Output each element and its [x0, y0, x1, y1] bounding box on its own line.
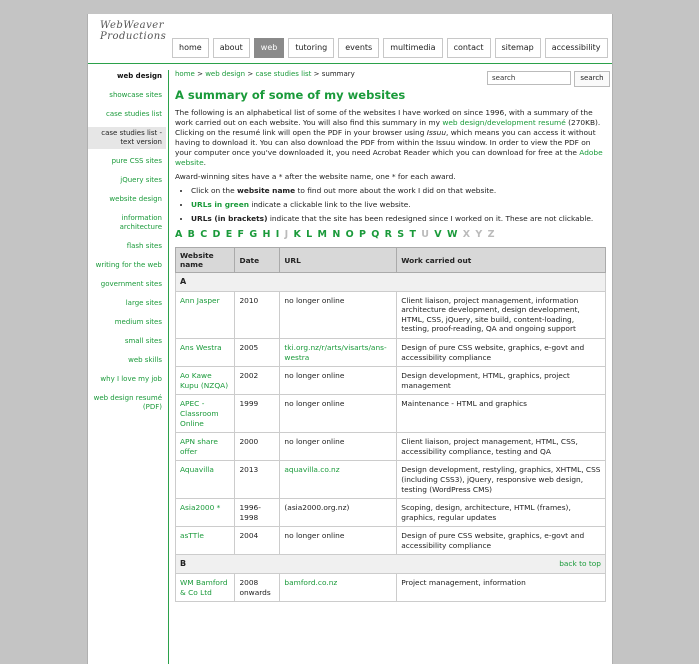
- table-row: [176, 433, 606, 461]
- sidebar-item[interactable]: writing for the web: [95, 261, 162, 269]
- nav-multimedia[interactable]: multimedia: [383, 38, 442, 58]
- nav-about[interactable]: about: [213, 38, 250, 58]
- sidebar-item[interactable]: web design resumé (PDF): [93, 394, 162, 411]
- site-url: no longer online: [280, 291, 397, 338]
- site-url[interactable]: aquavilla.co.nz: [280, 461, 397, 499]
- breadcrumb: home > web design > case studies list > summary: [175, 70, 355, 78]
- site-date: 1996-1998: [235, 499, 280, 527]
- nav-accessibility[interactable]: accessibility: [545, 38, 608, 58]
- alphabet-letter-f[interactable]: F: [237, 229, 246, 240]
- alphabet-letter-o[interactable]: O: [345, 229, 355, 240]
- alphabet-letter-x: X: [462, 229, 472, 240]
- site-name-link[interactable]: Aquavilla: [176, 461, 235, 499]
- page: [87, 14, 613, 664]
- breadcrumb-web-design[interactable]: web design: [205, 70, 246, 78]
- intro-paragraph: The following is an alphabetical list of some of the websites I have worked on since 1996, with a summary of the work carried out on each website. You will also find this summary in my web design/development resumé (270KB). Clicking on the resumé link will open the PDF in your browser using Issuu, which means you can access it without having to download it. You can also download the PDF from within the Issuu window. In order to view the PDF on your computer once you've downloaded it, you need Acrobat Reader which you can download for free at the Adobe website.: [175, 108, 603, 167]
- logo[interactable]: WebWeaver Productions: [100, 20, 167, 42]
- alphabet-letter-d[interactable]: D: [212, 229, 222, 240]
- sidebar-item[interactable]: web skills: [128, 356, 162, 364]
- alphabet-letter-z: Z: [487, 229, 496, 240]
- sidebar-item[interactable]: showcase sites: [109, 91, 162, 99]
- site-url: (asia2000.org.nz): [280, 499, 397, 527]
- alphabet-letter-e[interactable]: E: [225, 229, 234, 240]
- sidebar-item[interactable]: medium sites: [114, 318, 162, 326]
- table-section: A: [176, 273, 606, 292]
- nav-events[interactable]: events: [338, 38, 379, 58]
- alphabet-letter-l[interactable]: L: [306, 229, 314, 240]
- sidebar-item[interactable]: flash sites: [126, 242, 162, 250]
- site-name-link[interactable]: WM Bamford & Co Ltd: [176, 574, 235, 602]
- instructions-list: [191, 186, 607, 223]
- alphabet-letter-p[interactable]: P: [358, 229, 367, 240]
- sidebar-item[interactable]: government sites: [100, 280, 162, 288]
- main-content: [175, 70, 607, 602]
- table-row: [176, 395, 606, 433]
- instruction-item: • Click on the website name to find out more about the work I did on that website.: [191, 186, 607, 195]
- alphabet-letter-r[interactable]: R: [384, 229, 393, 240]
- table-section: B back to top: [176, 555, 606, 574]
- alphabet-letter-c[interactable]: C: [200, 229, 209, 240]
- site-work: Client liaison, project management, HTML, CSS, accessibility compliance, testing and QA: [397, 433, 606, 461]
- alphabet-letter-j: J: [284, 229, 290, 240]
- column-header: URL: [280, 248, 397, 273]
- alphabet-letter-s[interactable]: S: [397, 229, 406, 240]
- site-name-link[interactable]: Ao Kawe Kupu (NZQA): [176, 367, 235, 395]
- alphabet-letter-h[interactable]: H: [262, 229, 272, 240]
- site-work: Design of pure CSS website, graphics, e-govt and accessibility compliance: [397, 527, 606, 555]
- alphabet-letter-b[interactable]: B: [187, 229, 196, 240]
- site-date: 2004: [235, 527, 280, 555]
- site-url: no longer online: [280, 367, 397, 395]
- breadcrumb-home[interactable]: home: [175, 70, 195, 78]
- site-url: no longer online: [280, 395, 397, 433]
- alphabet-letter-i[interactable]: I: [275, 229, 281, 240]
- site-name-link[interactable]: asTTle: [176, 527, 235, 555]
- site-date: 1999: [235, 395, 280, 433]
- sidebar-item[interactable]: large sites: [125, 299, 162, 307]
- alphabet-letter-u: U: [421, 229, 430, 240]
- alphabet-letter-m[interactable]: M: [317, 229, 328, 240]
- alphabet-letter-q[interactable]: Q: [371, 229, 381, 240]
- site-date: 2008 onwards: [235, 574, 280, 602]
- resume-link[interactable]: web design/development resumé: [442, 118, 566, 127]
- sidebar-item[interactable]: jQuery sites: [120, 176, 162, 184]
- instruction-item: • URLs (in brackets) indicate that the site has been redesigned since I worked on it. These are not clickable.: [191, 214, 607, 223]
- site-work: Client liaison, project management, information architecture development, design development, HTML, CSS, jQuery, site build, content-loading, testing, proof-reading, QA and ongoing support: [397, 291, 606, 338]
- site-date: 2002: [235, 367, 280, 395]
- header-divider: [88, 63, 612, 64]
- table-row: [176, 499, 606, 527]
- nav-web[interactable]: web: [254, 38, 285, 58]
- sites-table: [175, 247, 606, 602]
- sidebar-item[interactable]: case studies list: [106, 110, 162, 118]
- adobe-link[interactable]: Adobe website: [175, 148, 603, 167]
- site-url: no longer online: [280, 527, 397, 555]
- instruction-item: • URLs in green indicate a clickable link to the live website.: [191, 200, 607, 209]
- column-header: Work carried out: [397, 248, 606, 273]
- site-url: no longer online: [280, 433, 397, 461]
- table-row: [176, 574, 606, 602]
- site-work: Project management, information: [397, 574, 606, 602]
- site-name-link[interactable]: Asia2000 *: [176, 499, 235, 527]
- back-to-top-link[interactable]: back to top: [559, 559, 601, 569]
- sidebar-item[interactable]: why I love my job: [100, 375, 162, 383]
- sidebar-item[interactable]: website design: [109, 195, 162, 203]
- nav-home[interactable]: home: [172, 38, 209, 58]
- site-work: Scoping, design, architecture, HTML (frames), graphics, regular updates: [397, 499, 606, 527]
- breadcrumb-case-studies[interactable]: case studies list: [255, 70, 312, 78]
- site-date: 2005: [235, 338, 280, 366]
- sidebar-divider: [168, 70, 169, 664]
- site-work: Design of pure CSS website, graphics, e-govt and accessibility compliance: [397, 338, 606, 366]
- sidebar-item[interactable]: case studies list - text version: [88, 127, 166, 149]
- site-work: Design development, HTML, graphics, project management: [397, 367, 606, 395]
- site-date: 2000: [235, 433, 280, 461]
- alphabet-letter-a[interactable]: A: [175, 229, 184, 240]
- site-name-link[interactable]: Ann Jasper: [176, 291, 235, 338]
- page-title: A summary of some of my websites: [175, 88, 406, 102]
- sidebar: [88, 70, 166, 420]
- table-row: [176, 291, 606, 338]
- table-row: [176, 367, 606, 395]
- column-header: Website name: [176, 248, 235, 273]
- search-input[interactable]: search: [487, 71, 571, 85]
- site-url[interactable]: bamford.co.nz: [280, 574, 397, 602]
- alphabet-letter-n[interactable]: N: [332, 229, 342, 240]
- breadcrumb-current: summary: [321, 70, 355, 78]
- nav-contact[interactable]: contact: [447, 38, 491, 58]
- search-button[interactable]: search: [574, 71, 610, 87]
- nav-sitemap[interactable]: sitemap: [495, 38, 541, 58]
- sidebar-item[interactable]: information architecture: [119, 214, 162, 231]
- sidebar-item[interactable]: small sites: [124, 337, 162, 345]
- award-note: Award-winning sites have a * after the website name, one * for each award.: [175, 172, 456, 181]
- alphabet-letter-v[interactable]: V: [434, 229, 443, 240]
- site-date: 2010: [235, 291, 280, 338]
- site-name-link[interactable]: APEC - Classroom Online: [176, 395, 235, 433]
- main-nav: [172, 38, 608, 58]
- site-name-link[interactable]: Ans Westra: [176, 338, 235, 366]
- sidebar-item[interactable]: pure CSS sites: [111, 157, 162, 165]
- alphabet-letter-t[interactable]: T: [409, 229, 417, 240]
- site-name-link[interactable]: APN share offer: [176, 433, 235, 461]
- alphabet-letter-k[interactable]: K: [293, 229, 302, 240]
- site-date: 2013: [235, 461, 280, 499]
- sidebar-item: web design: [117, 72, 162, 80]
- table-row: [176, 338, 606, 366]
- table-row: [176, 461, 606, 499]
- alphabet-letter-y: Y: [475, 229, 484, 240]
- alphabet-index: [175, 229, 607, 240]
- column-header: Date: [235, 248, 280, 273]
- site-work: Maintenance - HTML and graphics: [397, 395, 606, 433]
- site-work: Design development, restyling, graphics, XHTML, CSS (including CSS3), jQuery, responsive web design, testing (WordPress CMS): [397, 461, 606, 499]
- site-url[interactable]: tki.org.nz/r/arts/visarts/ans-westra: [280, 338, 397, 366]
- alphabet-letter-w[interactable]: W: [446, 229, 459, 240]
- nav-tutoring[interactable]: tutoring: [288, 38, 334, 58]
- table-row: [176, 527, 606, 555]
- alphabet-letter-g[interactable]: G: [249, 229, 259, 240]
